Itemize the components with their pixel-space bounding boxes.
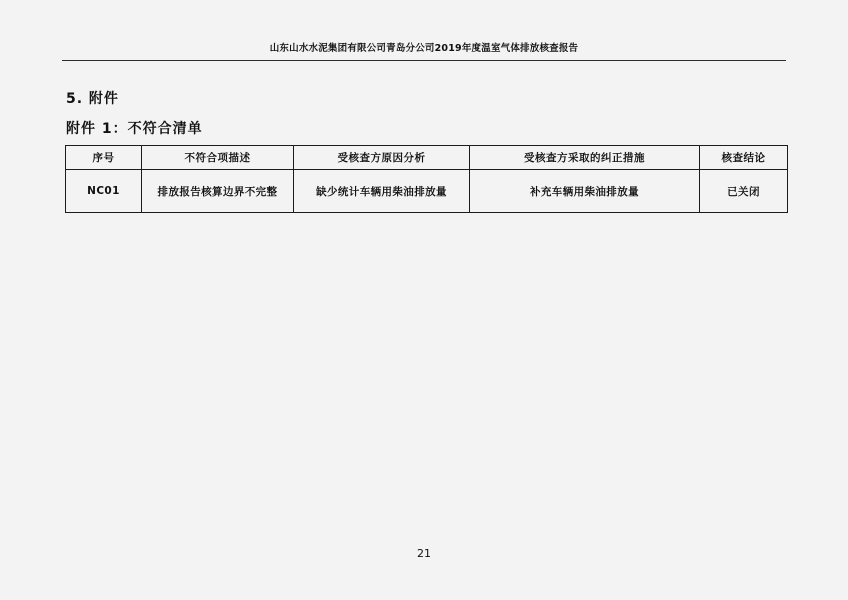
cell-correction: 补充车辆用柴油排放量 — [470, 170, 700, 213]
running-header-text: 山东山水水泥集团有限公司青岛分公司2019年度温室气体排放核查报告 — [269, 43, 579, 54]
header-divider — [62, 60, 786, 61]
nonconformity-table — [65, 145, 788, 213]
column-header-description: 不符合项描述 — [142, 146, 294, 170]
cell-serial: NC01 — [66, 170, 142, 213]
cell-conclusion: 已关闭 — [700, 170, 788, 213]
sub-heading: 附件 1：不符合清单 — [66, 121, 203, 137]
column-header-cause: 受核查方原因分析 — [294, 146, 470, 170]
column-header-conclusion: 核查结论 — [700, 146, 788, 170]
running-header — [62, 38, 786, 56]
column-header-correction: 受核查方采取的纠正措施 — [470, 146, 700, 170]
cell-cause: 缺少统计车辆用柴油排放量 — [294, 170, 470, 213]
table-row — [66, 170, 788, 213]
cell-description: 排放报告核算边界不完整 — [142, 170, 294, 213]
table-header-row — [66, 146, 788, 170]
page-content — [62, 0, 786, 600]
page-number: 21 — [417, 547, 431, 560]
nonconformity-table-wrapper — [65, 145, 783, 213]
section-heading: 5. 附件 — [66, 91, 119, 107]
column-header-serial: 序号 — [66, 146, 142, 170]
